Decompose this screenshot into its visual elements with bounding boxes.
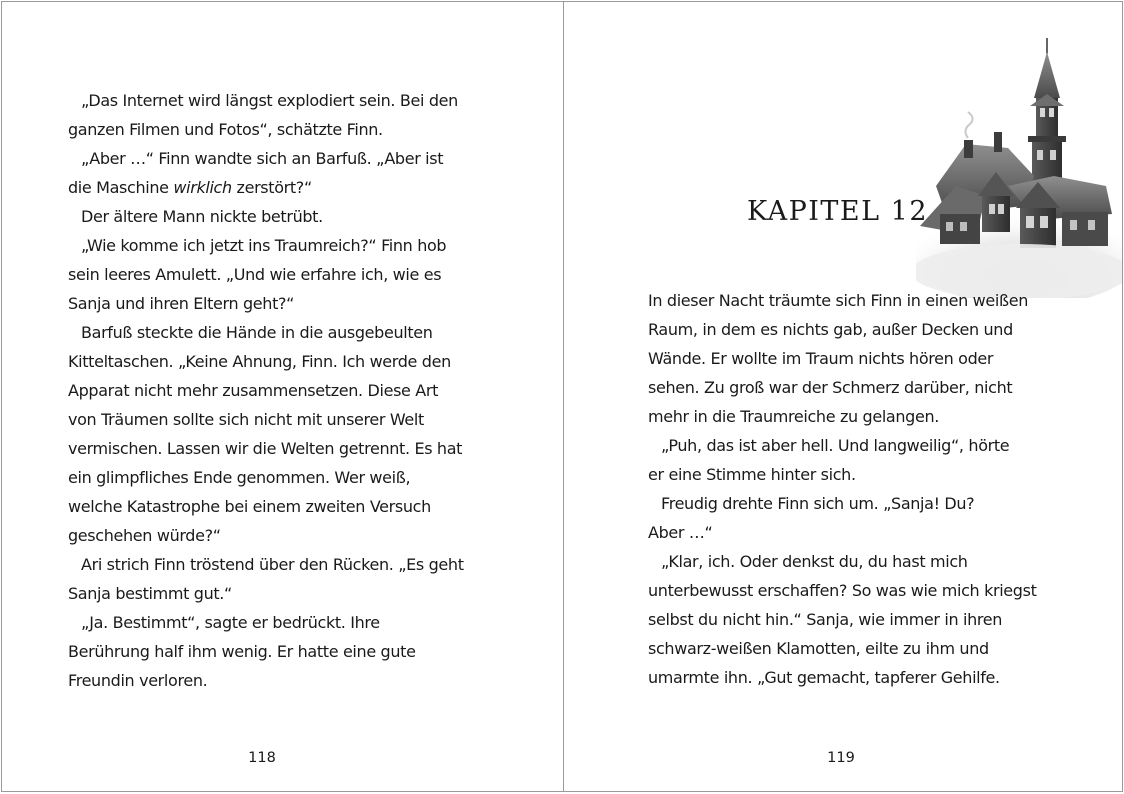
left-text-line: Ari strich Finn tröstend über den Rücken. „Es geht: [81, 555, 464, 574]
left-text-line: „Das Internet wird längst explodiert sein. Bei den: [81, 91, 458, 110]
left-text-line: geschehen würde?“: [68, 526, 221, 545]
left-text-line: von Träumen sollte sich nicht mit unserer Welt: [68, 410, 424, 429]
right-text-line: „Klar, ich. Oder denkst du, du hast mich: [661, 552, 968, 571]
left-text-line: Sanja bestimmt gut.“: [68, 584, 232, 603]
right-text-line: Raum, in dem es nichts gab, außer Decken und: [648, 320, 1013, 339]
text-segment: zerstört?“: [231, 178, 312, 197]
text-segment: die Maschine: [68, 178, 174, 197]
right-text-line: Aber …“: [648, 523, 713, 542]
left-text-line: sein leeres Amulett. „Und wie erfahre ich, wie es: [68, 265, 442, 284]
left-text-line: Barfuß steckte die Hände in die ausgebeulten: [81, 323, 433, 342]
left-text-line: ganzen Filmen und Fotos“, schätzte Finn.: [68, 120, 383, 139]
chapter-title: KAPITEL 12: [747, 196, 928, 227]
left-page: [1, 1, 564, 792]
left-text-line: Sanja und ihren Eltern geht?“: [68, 294, 295, 313]
right-text-line: In dieser Nacht träumte sich Finn in einen weißen: [648, 291, 1029, 310]
right-text-line: er eine Stimme hinter sich.: [648, 465, 856, 484]
right-page-text: [648, 286, 1037, 692]
left-text-line: [68, 173, 464, 202]
left-text-line: welche Katastrophe bei einem zweiten Versuch: [68, 497, 431, 516]
right-text-line: Wände. Er wollte im Traum nichts hören oder: [648, 349, 994, 368]
right-text-line: „Puh, das ist aber hell. Und langweilig“, hörte: [661, 436, 1010, 455]
italic-text: wirklich: [173, 178, 232, 197]
left-text-line: Kitteltaschen. „Keine Ahnung, Finn. Ich werde den: [68, 352, 451, 371]
right-text-line: schwarz-weißen Klamotten, eilte zu ihm und: [648, 639, 989, 658]
left-text-line: Freundin verloren.: [68, 671, 208, 690]
right-text-line: unterbewusst erschaffen? So was wie mich kriegst: [648, 581, 1037, 600]
left-page-text: [68, 86, 464, 695]
right-text-line: sehen. Zu groß war der Schmerz darüber, nicht: [648, 378, 1013, 397]
left-text-line: Der ältere Mann nickte betrübt.: [81, 207, 323, 226]
right-text-line: selbst du nicht hin.“ Sanja, wie immer in ihren: [648, 610, 1003, 629]
left-text-line: „Aber …“ Finn wandte sich an Barfuß. „Aber ist: [81, 149, 444, 168]
right-page: [563, 1, 1123, 792]
left-text-line: „Ja. Bestimmt“, sagte er bedrückt. Ihre: [81, 613, 380, 632]
right-text-line: umarmte ihn. „Gut gemacht, tapferer Gehilfe.: [648, 668, 1000, 687]
haunted-house-illustration: [916, 36, 1122, 298]
right-text-line: mehr in die Traumreiche zu gelangen.: [648, 407, 939, 426]
left-text-line: vermischen. Lassen wir die Welten getrennt. Es hat: [68, 439, 463, 458]
right-text-line: Freudig drehte Finn sich um. „Sanja! Du?: [661, 494, 975, 513]
left-text-line: Berührung half ihm wenig. Er hatte eine gute: [68, 642, 416, 661]
left-text-line: Apparat nicht mehr zusammensetzen. Diese Art: [68, 381, 439, 400]
page-number-left: 118: [248, 750, 276, 766]
page-number-right: 119: [827, 750, 855, 766]
left-text-line: „Wie komme ich jetzt ins Traumreich?“ Finn hob: [81, 236, 447, 255]
left-text-line: ein glimpfliches Ende genommen. Wer weiß,: [68, 468, 411, 487]
